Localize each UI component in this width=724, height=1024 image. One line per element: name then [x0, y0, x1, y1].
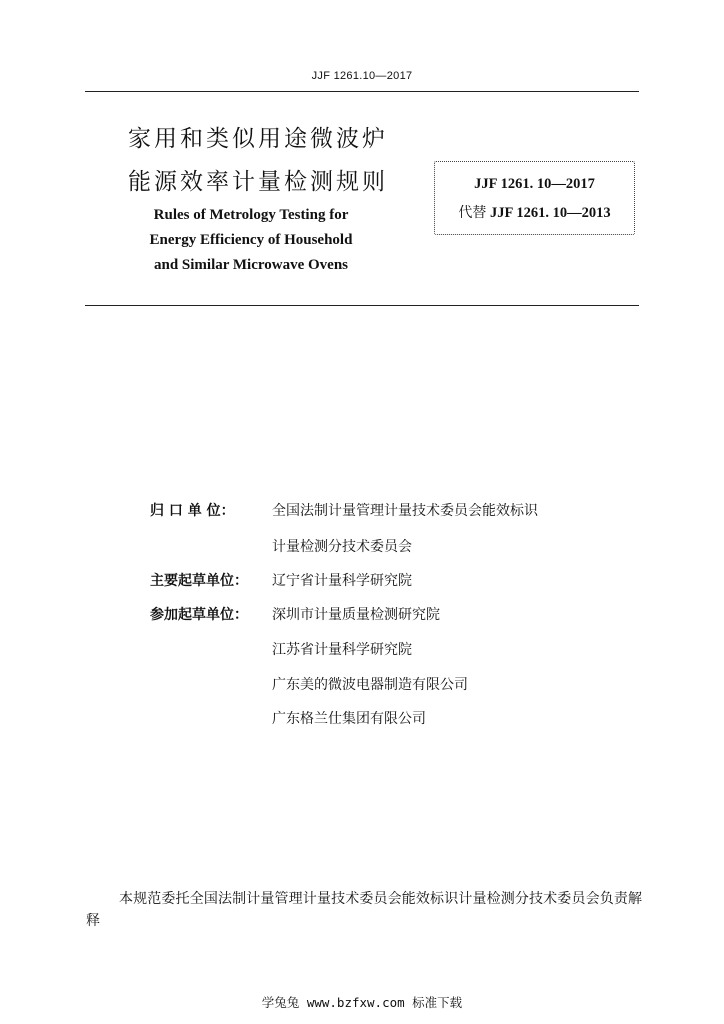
title-en-line-1: Rules of Metrology Testing for	[153, 207, 349, 223]
interpretation-note: 本规范委托全国法制计量管理计量技术委员会能效标识计量检测分技术委员会负责解释	[86, 891, 642, 929]
participating-unit-label: 参加起草单位：	[150, 607, 248, 623]
header-standard-code: JJF 1261.10—2017	[311, 70, 413, 82]
title-en-line-3: and Similar Microwave Ovens	[153, 257, 349, 273]
standard-code-box	[434, 161, 635, 235]
replaces-line	[435, 202, 634, 222]
guikou-unit-value-2: 计量检测分技术委员会	[272, 539, 412, 555]
participating-unit-2: 江苏省计量科学研究院	[272, 642, 412, 658]
participating-unit-1: 深圳市计量质量检测研究院	[272, 607, 440, 623]
standard-code: JJF 1261. 10—2017	[474, 176, 595, 192]
header-divider	[85, 91, 639, 92]
participating-unit-4: 广东格兰仕集团有限公司	[272, 711, 426, 727]
title-en-line-2: Energy Efficiency of Household	[149, 232, 353, 248]
watermark-text: 学兔兔 www.bzfxw.com 标准下载	[261, 995, 463, 1010]
guikou-unit-value-1: 全国法制计量管理计量技术委员会能效标识	[272, 503, 538, 519]
title-cn-line-1: 家用和类似用途微波炉	[128, 126, 388, 152]
title-cn-line-2: 能源效率计量检测规则	[128, 169, 388, 195]
main-drafting-unit-value: 辽宁省计量科学研究院	[272, 573, 412, 589]
replaces-prefix: 代替	[458, 205, 487, 221]
title-divider	[85, 305, 639, 306]
replaced-standard-code: JJF 1261. 10—2013	[489, 205, 611, 221]
main-drafting-unit-label: 主要起草单位：	[150, 573, 248, 589]
participating-unit-3: 广东美的微波电器制造有限公司	[272, 677, 468, 693]
guikou-unit-label: 归 口 单 位：	[150, 503, 235, 519]
